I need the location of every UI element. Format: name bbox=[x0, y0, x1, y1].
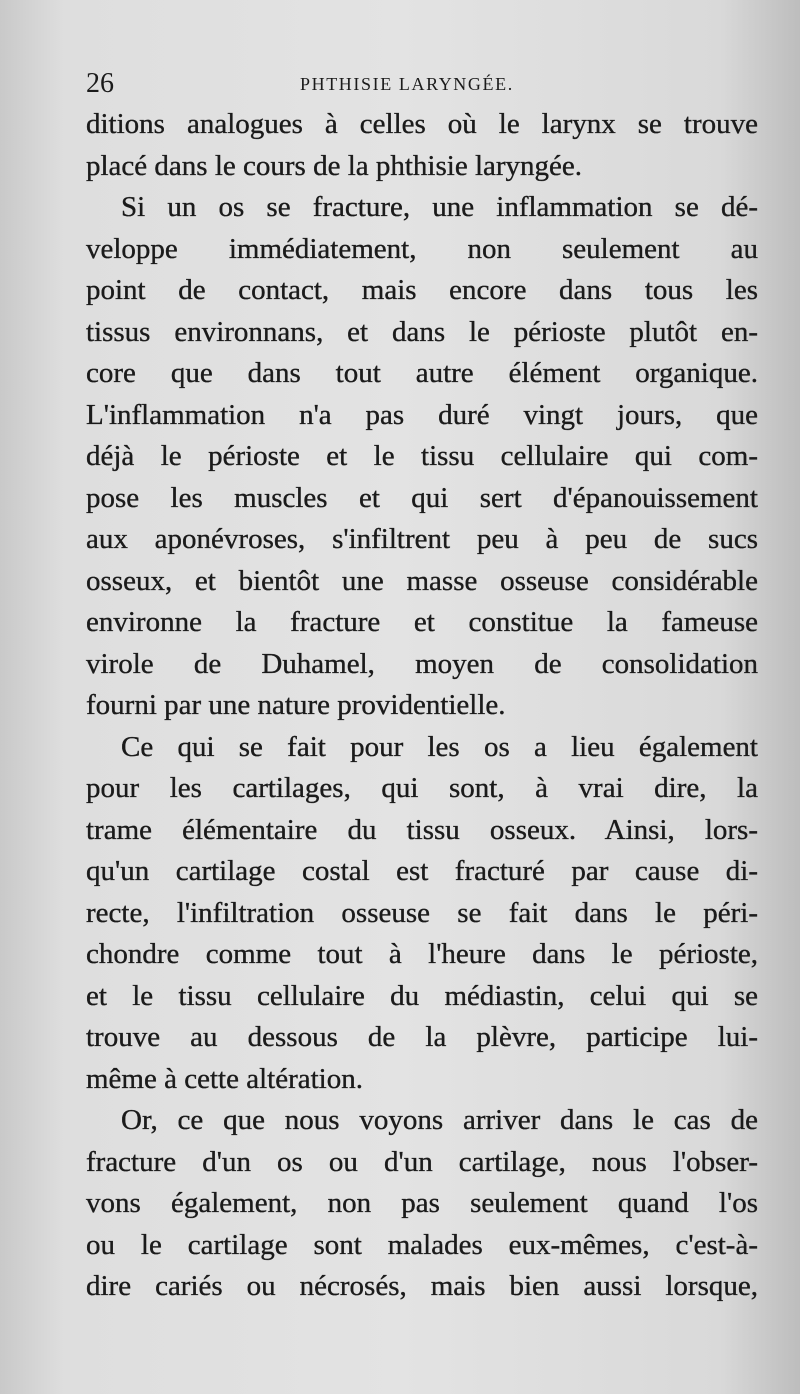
text-line: recte, l'infiltration osseuse se fait dans le péri- bbox=[86, 896, 758, 929]
text-line: qu'un cartilage costal est fracturé par cause di- bbox=[86, 855, 758, 887]
text-line: virole de Duhamel, moyen de consolidation bbox=[86, 647, 758, 680]
text-line: placé dans le cours de la phthisie laryngée. bbox=[86, 149, 583, 182]
page-header bbox=[86, 66, 746, 102]
page-body-text bbox=[86, 104, 758, 1308]
text-line: et le tissu cellulaire du médiastin, celui qui se bbox=[86, 979, 758, 1012]
text-line: pour les cartilages, qui sont, à vrai dire, la bbox=[86, 772, 758, 804]
text-line: même à cette altération. bbox=[86, 1062, 363, 1095]
text-line: Si un os se fracture, une inflammation se dé- bbox=[121, 191, 758, 223]
text-line: vons également, non pas seulement quand l'os bbox=[86, 1187, 758, 1219]
text-line: Ce qui se fait pour les os a lieu également bbox=[121, 730, 758, 763]
text-line: fracture d'un os ou d'un cartilage, nous l'obser- bbox=[86, 1145, 758, 1178]
text-line: trame élémentaire du tissu osseux. Ainsi, lors- bbox=[86, 813, 758, 846]
text-line: L'inflammation n'a pas duré vingt jours, que bbox=[86, 398, 758, 431]
text-line: point de contact, mais encore dans tous les bbox=[86, 274, 758, 306]
text-line: chondre comme tout à l'heure dans le périoste, bbox=[86, 938, 758, 970]
text-line: environne la fracture et constitue la fameuse bbox=[86, 606, 758, 638]
text-line: aux aponévroses, s'infiltrent peu à peu de sucs bbox=[86, 523, 758, 555]
running-title: PHTHISIE LARYNGÉE. bbox=[300, 74, 514, 94]
text-line: veloppe immédiatement, non seulement au bbox=[86, 232, 758, 265]
text-line: déjà le périoste et le tissu cellulaire qui com- bbox=[86, 440, 758, 472]
text-line: tissus environnans, et dans le périoste plutôt en- bbox=[86, 315, 758, 348]
page-number: 26 bbox=[86, 68, 114, 99]
text-line: osseux, et bientôt une masse osseuse considérable bbox=[86, 564, 758, 597]
text-line: core que dans tout autre élément organique. bbox=[86, 357, 758, 389]
text-line: trouve au dessous de la plèvre, participe lui- bbox=[86, 1021, 758, 1053]
text-line: ditions analogues à celles où le larynx se trouve bbox=[86, 108, 758, 140]
text-line: Or, ce que nous voyons arriver dans le cas de bbox=[121, 1104, 758, 1136]
text-line: dire cariés ou nécrosés, mais bien aussi lorsque, bbox=[86, 1270, 758, 1302]
text-line: ou le cartilage sont malades eux-mêmes, c'est-à- bbox=[86, 1228, 758, 1261]
text-line: fourni par une nature providentielle. bbox=[86, 689, 506, 721]
text-line: pose les muscles et qui sert d'épanouissement bbox=[86, 481, 758, 514]
